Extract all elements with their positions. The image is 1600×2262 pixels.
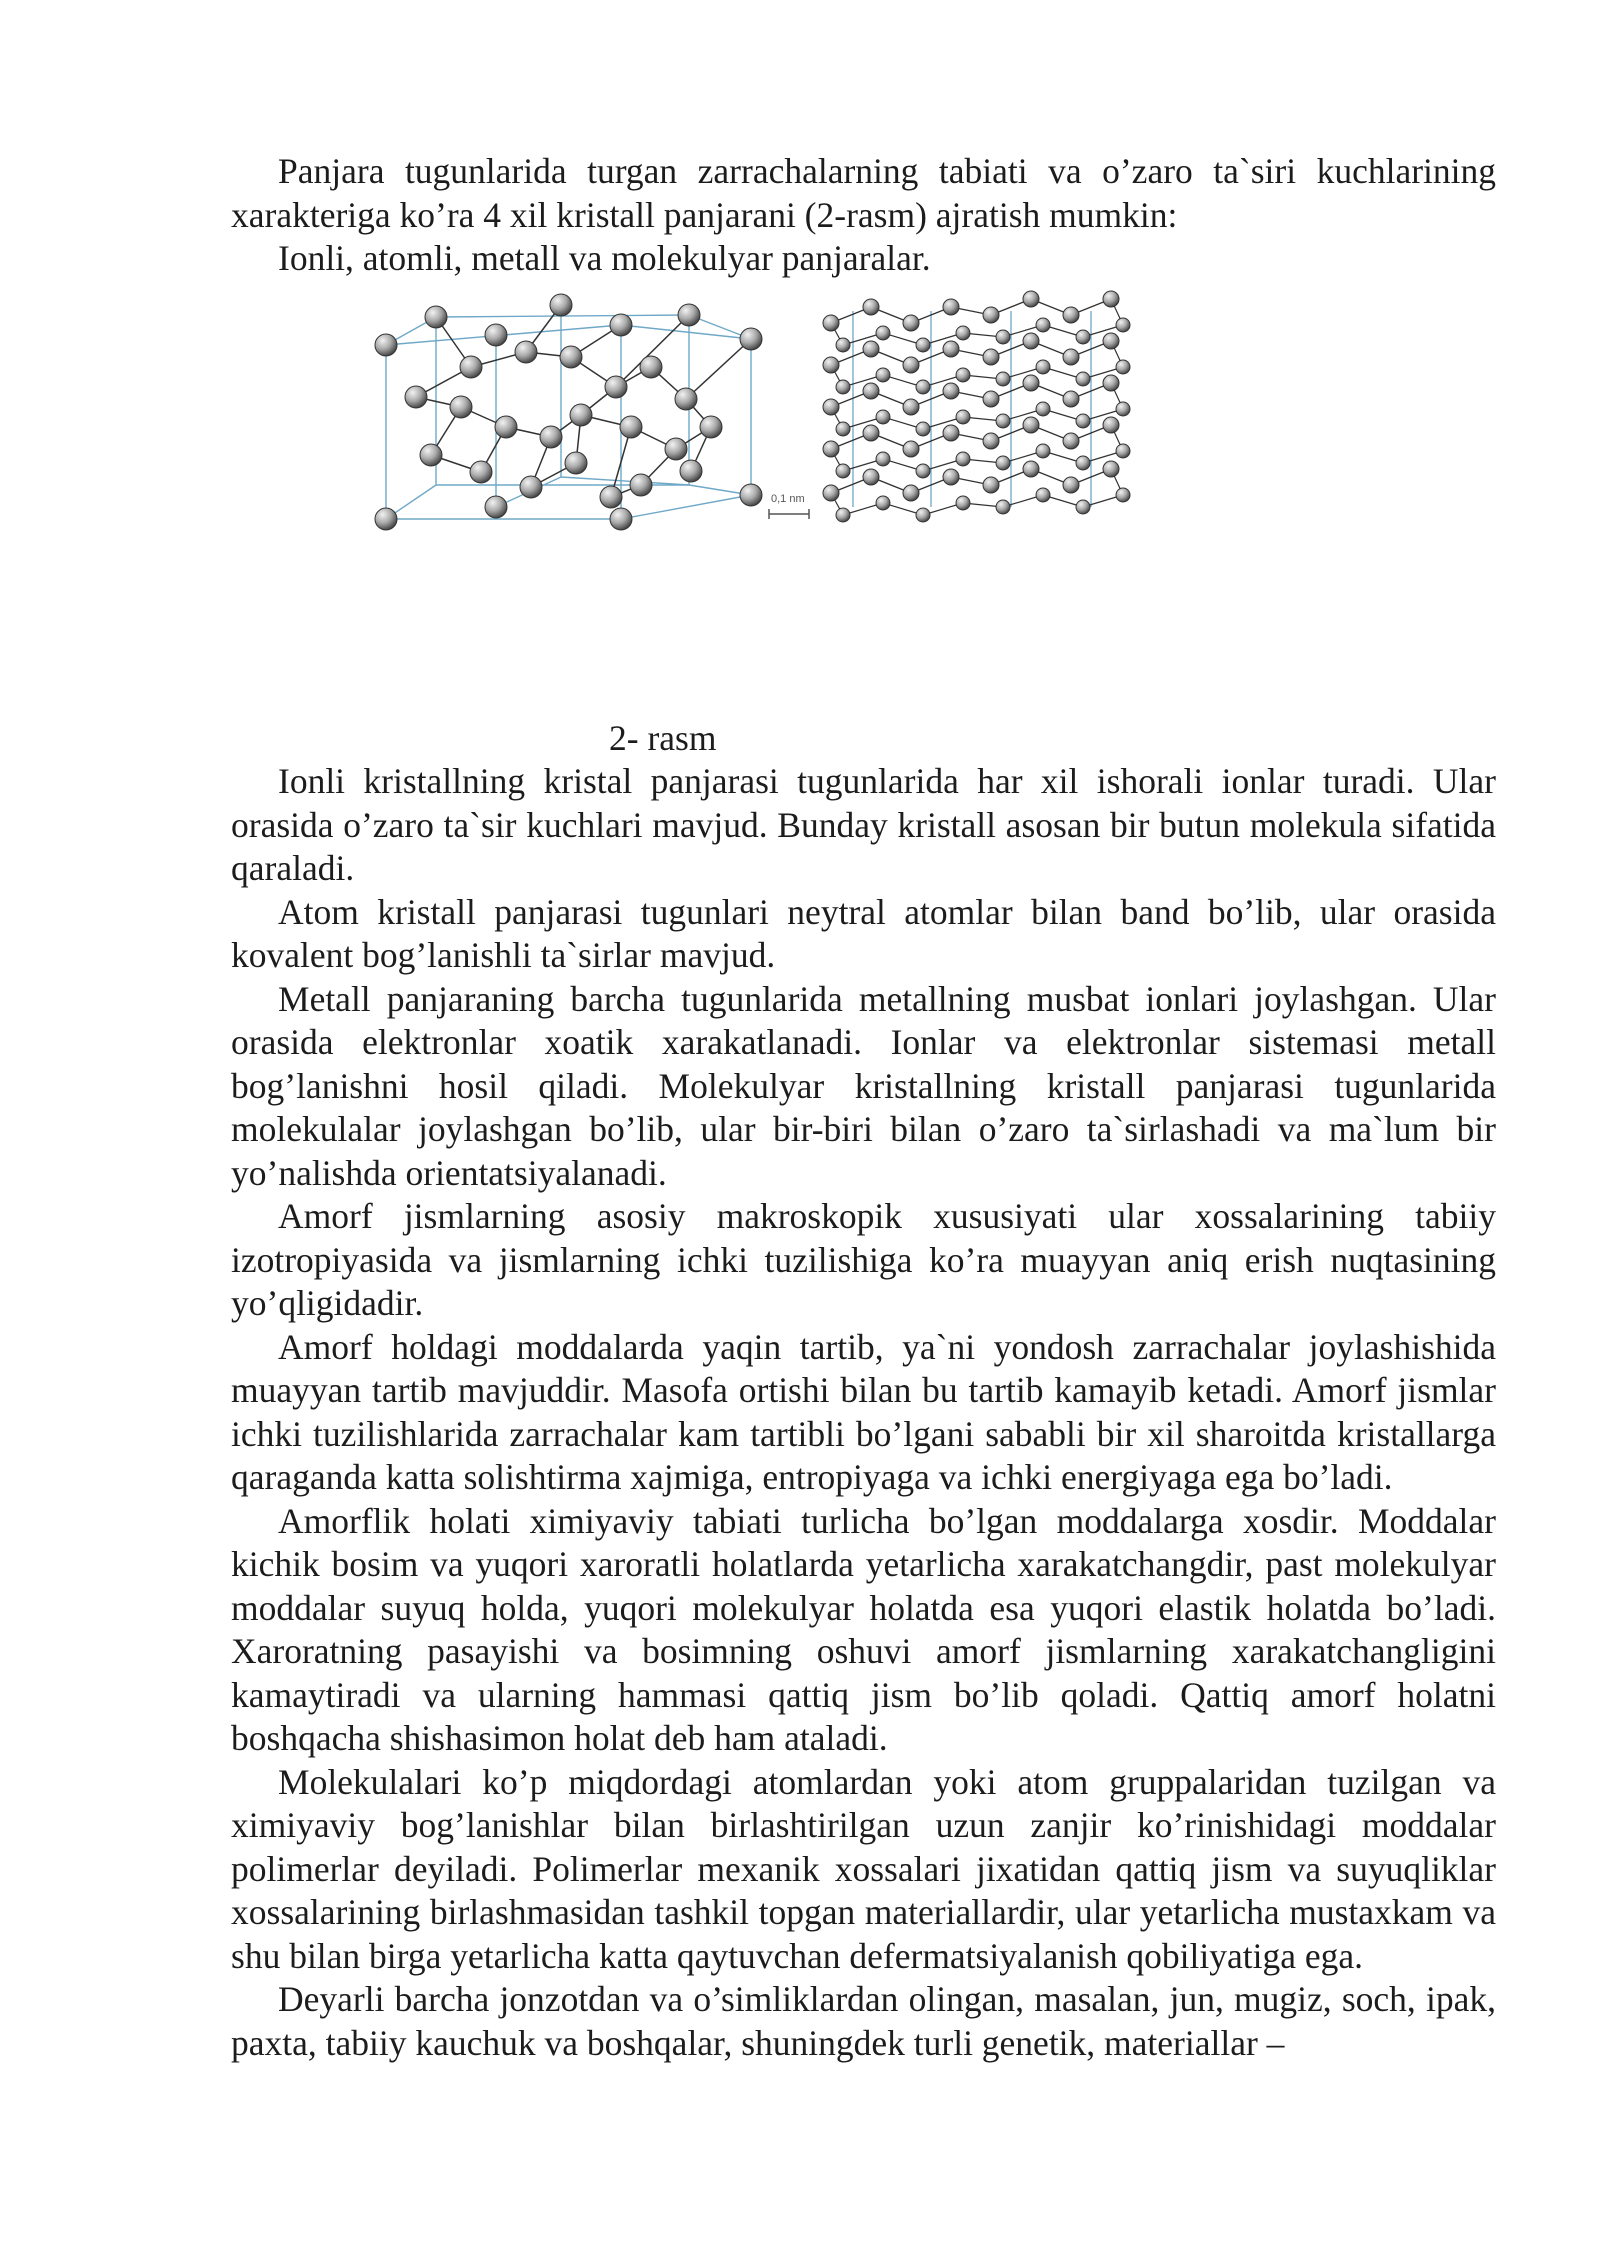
atom: [836, 380, 850, 394]
atom: [863, 299, 879, 315]
atom: [916, 508, 930, 522]
atom: [680, 460, 702, 482]
atom: [996, 372, 1010, 386]
atom: [863, 425, 879, 441]
atom: [640, 356, 662, 378]
atom: [485, 324, 507, 346]
atom: [983, 477, 999, 493]
atom: [876, 410, 890, 424]
atom: [1023, 461, 1039, 477]
atom: [620, 416, 642, 438]
atom: [903, 357, 919, 373]
bond: [686, 339, 751, 399]
atom: [943, 341, 959, 357]
atom: [675, 388, 697, 410]
atom: [903, 315, 919, 331]
atom: [1116, 444, 1130, 458]
atom: [1036, 444, 1050, 458]
scale-label: 0,1 nm: [771, 492, 805, 505]
atom: [996, 414, 1010, 428]
atom: [876, 452, 890, 466]
atom: [495, 416, 517, 438]
atom: [1076, 456, 1090, 470]
atom: [983, 349, 999, 365]
figure-caption: 2- rasm: [609, 717, 717, 758]
paragraph-amorphous-state: Amorflik holati ximiyaviy tabiati turlicha bo’lgan moddalarga xosdir. Moddalar kichik bosim va yuqori xaroratli holatlarda yetarlicha xarakatchangdir, past molekulyar moddalar suyuq holda, yuqori molekulyar holatda esa yuqori elastik holatda bo’ladi. Xaroratning pasayishi va bosimning oshuvi amorf jismlarning xarakatchangligini kamaytiradi va ularning hammasi qattiq jism bo’lib qoladi. Qattiq amorf holatni boshqacha shishasimon holat deb ham ataladi.: [231, 1500, 1496, 1758]
atom: [405, 386, 427, 408]
atom: [1116, 360, 1130, 374]
atom: [916, 338, 930, 352]
atom: [570, 404, 592, 426]
graphite-lattice-diagram: [823, 291, 1130, 522]
atom: [1063, 433, 1079, 449]
atom: [836, 464, 850, 478]
atom: [1076, 414, 1090, 428]
atom: [863, 383, 879, 399]
atom: [700, 416, 722, 438]
atom: [470, 461, 492, 483]
atom: [996, 330, 1010, 344]
atom: [1116, 488, 1130, 502]
atom: [425, 306, 447, 328]
atom: [823, 357, 839, 373]
atom: [740, 484, 762, 506]
paragraph-ionic: Ionli kristallning kristal panjarasi tugunlarida har xil ishorali ionlar turadi. Ular orasida o’zaro ta`sir kuchlari mavjud. Bunday kristall asosan bir butun molekula sifatida qaraladi.: [231, 761, 1496, 888]
atom: [983, 433, 999, 449]
atom: [1023, 417, 1039, 433]
atom: [520, 476, 542, 498]
atom: [916, 380, 930, 394]
paragraph-lattice-types: Ionli, atomli, metall va molekulyar panjaralar.: [278, 238, 931, 278]
atom: [1103, 291, 1119, 307]
paragraph-natural-materials: Deyarli barcha jonzotdan va o’simliklardan olingan, masalan, jun, mugiz, soch, ipak, paxta, tabiiy kauchuk va boshqalar, shuningdek turli genetik, materiallar –: [231, 1979, 1496, 2063]
atom: [1023, 375, 1039, 391]
lattice-edge: [561, 477, 689, 485]
atom: [836, 422, 850, 436]
atom: [823, 441, 839, 457]
atom: [1036, 318, 1050, 332]
atom: [515, 341, 537, 363]
atom: [740, 328, 762, 350]
atom: [876, 496, 890, 510]
paragraph-amorphous-order: Amorf holdagi moddalarda yaqin tartib, ya`ni yondosh zarrachalar joylashishida muayyan tartib mavjuddir. Masofa ortishi bilan bu tartib kamayib ketadi. Amorf jismlar ichki tuzilishlarida zarrachalar kam tartibli bo’lgani sababli bir xil sharoitda kristallarga qaraganda katta solishtirma xajmiga, entropiyaga va ichki energiyaga ega bo’ladi.: [231, 1326, 1496, 1497]
atom: [375, 508, 397, 530]
atom: [460, 356, 482, 378]
atom: [420, 444, 442, 466]
atom: [823, 399, 839, 415]
atom: [903, 485, 919, 501]
lattice-edge: [621, 495, 751, 519]
atom: [550, 294, 572, 316]
atom: [903, 441, 919, 457]
atom: [1076, 372, 1090, 386]
atom: [956, 326, 970, 340]
atom: [903, 399, 919, 415]
paragraph-atomic: Atom kristall panjarasi tugunlari neytral atomlar bilan band bo’lib, ular orasida kovalent bog’lanishli ta`sirlar mavjud.: [231, 891, 1496, 975]
atom: [1063, 349, 1079, 365]
atom: [916, 422, 930, 436]
atom: [996, 500, 1010, 514]
atom: [823, 485, 839, 501]
atom: [450, 396, 472, 418]
atom: [1023, 291, 1039, 307]
atom: [983, 307, 999, 323]
atom: [678, 304, 700, 326]
atom: [863, 341, 879, 357]
crystal-lattice-figure: [231, 287, 1496, 717]
atom: [836, 508, 850, 522]
atom: [943, 299, 959, 315]
atom: [1063, 477, 1079, 493]
atom: [956, 496, 970, 510]
paragraph-intro: Panjara tugunlarida turgan zarrachalarning tabiati va o’zaro ta`siri kuchlarining xarakteriga ko’ra 4 xil kristall panjarani (2-rasm) ajratish mumkin:: [231, 151, 1496, 235]
atom: [876, 326, 890, 340]
document-page: [231, 150, 1496, 2065]
atom: [605, 376, 627, 398]
atom: [996, 456, 1010, 470]
atom: [823, 315, 839, 331]
atom: [1063, 391, 1079, 407]
atom: [916, 464, 930, 478]
atom: [1076, 500, 1090, 514]
atom: [1103, 461, 1119, 477]
atom: [1023, 333, 1039, 349]
atom: [375, 334, 397, 356]
atom: [610, 314, 632, 336]
atom: [1116, 318, 1130, 332]
atom: [1116, 402, 1130, 416]
atom: [665, 438, 687, 460]
atom: [943, 383, 959, 399]
atom: [1063, 307, 1079, 323]
atom: [540, 426, 562, 448]
atom: [1036, 488, 1050, 502]
atom: [983, 391, 999, 407]
atom: [1103, 333, 1119, 349]
atom: [943, 469, 959, 485]
atom: [485, 496, 507, 518]
atom: [600, 486, 622, 508]
scale-bar: [769, 493, 809, 519]
atom: [863, 469, 879, 485]
atom: [836, 338, 850, 352]
diamond-lattice-diagram: [375, 294, 762, 530]
atom: [1076, 330, 1090, 344]
atom: [1103, 375, 1119, 391]
crystal-lattice-diagrams: [231, 287, 1231, 607]
atom: [560, 346, 582, 368]
atom: [1103, 417, 1119, 433]
paragraph-polymers: Molekulalari ko’p miqdordagi atomlardan yoki atom gruppalaridan tuzilgan va ximiyaviy bog’lanishlar bilan birlashtirilgan uzun zanjir ko’rinishidagi moddalar polimerlar deyiladi. Polimerlar mexanik xossalari jixatidan qattiq jism va suyuqliklar xossalarining birlashmasidan tashkil topgan materiallardir, ular yetarlicha mustaxkam va shu bilan birga yetarlicha katta qaytuvchan defermatsiyalanish qobiliyatiga ega.: [231, 1761, 1496, 1976]
atom: [630, 474, 652, 496]
atom: [956, 368, 970, 382]
atom: [876, 368, 890, 382]
atom: [956, 452, 970, 466]
atom: [956, 410, 970, 424]
atom: [565, 452, 587, 474]
atom: [1036, 360, 1050, 374]
atom: [610, 508, 632, 530]
paragraph-amorphous-properties: Amorf jismlarning asosiy makroskopik xususiyati ular xossalarining tabiiy izotropiyasida va jismlarning ichki tuzilishiga ko’ra muayyan aniq erish nuqtasining yo’qligidadir.: [231, 1196, 1496, 1323]
atom: [1036, 402, 1050, 416]
paragraph-metal: Metall panjaraning barcha tugunlarida metallning musbat ionlari joylashgan. Ular orasida elektronlar xoatik xarakatlanadi. Ionlar va elektronlar sistemasi metall bog’lanishni hosil qiladi. Molekulyar kristallning kristall panjarasi tugunlarida molekulalar joylashgan bo’lib, ular bir-biri bilan o’zaro ta`sirlashadi va ma`lum bir yo’nalishda orientatsiyalanadi.: [231, 978, 1496, 1193]
atom: [943, 425, 959, 441]
